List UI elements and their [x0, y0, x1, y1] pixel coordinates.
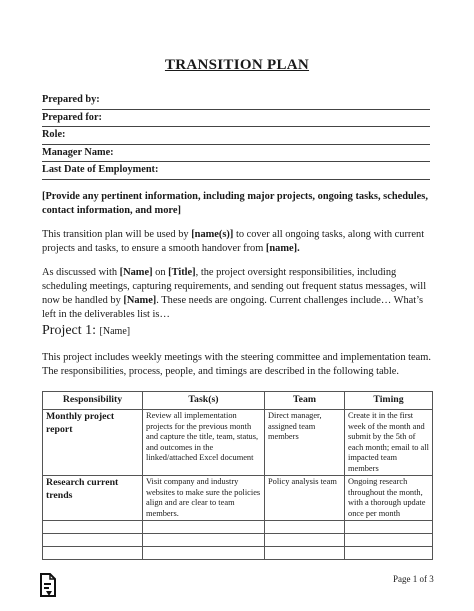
empty-cell[interactable]	[43, 547, 143, 560]
empty-table-row	[43, 521, 433, 534]
column-header: Team	[265, 392, 345, 410]
project-heading	[42, 323, 130, 339]
empty-cell[interactable]	[345, 534, 433, 547]
timing-cell: Create it in the first week of the month and submit by the 5th of each month; email to all impacted team members	[345, 410, 433, 476]
empty-cell[interactable]	[265, 534, 345, 547]
timing-cell: Ongoing research throughout the month, with a thorough update once per month	[345, 476, 433, 521]
empty-cell[interactable]	[143, 521, 265, 534]
table-row	[43, 410, 433, 476]
text-run: to cover all ongoing tasks, along with current projects and tasks, to ensure a smooth handover from	[42, 229, 425, 254]
discussion-paragraph	[42, 266, 434, 322]
last-date-field[interactable]: Last Date of Employment:	[42, 162, 430, 180]
table-row	[43, 476, 433, 521]
project-name-placeholder: [Name]	[99, 326, 131, 337]
document-logo-icon	[40, 572, 58, 598]
text-run: , the project oversight responsibilities, including scheduling meetings, capturing requirements, and sending out frequent status messages, will now be handled by	[42, 267, 427, 306]
title-placeholder: [Title]	[168, 267, 196, 278]
role-field[interactable]: Role:	[42, 127, 430, 145]
empty-cell[interactable]	[143, 547, 265, 560]
page-number: Page 1 of 3	[393, 574, 434, 584]
empty-table-row	[43, 534, 433, 547]
task-cell: Review all implementation projects for the previous month and capture the title, team, status, and outcomes in the linked/attached Excel document	[143, 410, 265, 476]
empty-cell[interactable]	[143, 534, 265, 547]
empty-cell[interactable]	[345, 547, 433, 560]
project-intro: This project includes weekly meetings with the steering committee and implementation team. The responsibilities, process, people, and timings are described in the following table.	[42, 352, 431, 377]
column-header: Task(s)	[143, 392, 265, 410]
team-cell: Direct manager, assigned team members	[265, 410, 345, 476]
instruction-text: [Provide any pertinent information, including major projects, ongoing tasks, schedules, contact information, and more]	[42, 191, 428, 216]
task-cell: Visit company and industry websites to make sure the policies align and are clear to team members.	[143, 476, 265, 521]
name-placeholder: [Name]	[119, 267, 153, 278]
header-fields	[42, 92, 430, 180]
empty-cell[interactable]	[265, 521, 345, 534]
empty-cell[interactable]	[43, 521, 143, 534]
text-run: . These needs are ongoing. Current challenges include… What’s left in the deliverables list is…	[42, 295, 424, 320]
empty-cell[interactable]	[345, 521, 433, 534]
column-header: Timing	[345, 392, 433, 410]
prepared-for-field[interactable]: Prepared for:	[42, 110, 430, 128]
text-run: This transition plan will be used by	[42, 229, 192, 240]
table-header-row	[43, 392, 433, 410]
empty-cell[interactable]	[265, 547, 345, 560]
project-heading-label: Project 1:	[42, 323, 100, 338]
team-cell: Policy analysis team	[265, 476, 345, 521]
text-run: As discussed with	[42, 267, 120, 278]
prepared-by-field[interactable]: Prepared by:	[42, 92, 430, 110]
text-run: on	[152, 267, 169, 278]
name-placeholder: [name].	[265, 243, 300, 254]
column-header: Responsibility	[43, 392, 143, 410]
intro-paragraph	[42, 228, 434, 256]
empty-table-row	[43, 547, 433, 560]
responsibility-cell: Research current trends	[43, 476, 143, 521]
name-placeholder: [Name]	[123, 295, 157, 306]
empty-cell[interactable]	[43, 534, 143, 547]
name-placeholder: [name(s)]	[191, 229, 234, 240]
document-title: TRANSITION PLAN	[164, 57, 310, 73]
responsibility-cell: Monthly project report	[43, 410, 143, 476]
manager-name-field[interactable]: Manager Name:	[42, 145, 430, 163]
responsibility-table	[42, 391, 433, 560]
